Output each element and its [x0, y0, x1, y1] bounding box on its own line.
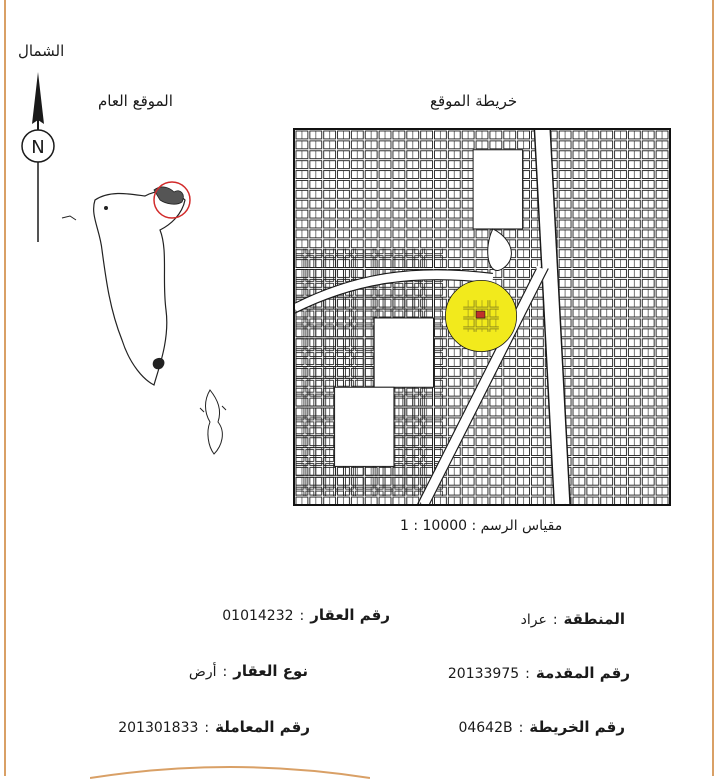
north-letter: N	[31, 137, 45, 158]
application-number-value: 20133975	[447, 666, 520, 682]
application-number-label: رقم المقدمة	[535, 664, 630, 682]
scale-indicator	[400, 518, 562, 534]
area-label: المنطقة	[563, 610, 625, 628]
transaction-number-field: رقم المعاملة:201301833	[118, 718, 310, 736]
transaction-number-label: رقم المعاملة	[215, 718, 310, 736]
site-map	[293, 128, 671, 506]
area-value: عراد	[520, 612, 547, 628]
map-number-field: رقم الخريطة:04642B	[458, 718, 625, 736]
map-number-label: رقم الخريطة	[529, 718, 625, 736]
scale-value: 1 : 10000	[400, 518, 468, 534]
area-field: المنطقة:عراد	[520, 610, 625, 628]
transaction-number-value: 201301833	[118, 720, 199, 736]
application-number-field: رقم المقدمة:20133975	[447, 664, 630, 682]
scale-label: مقياس الرسم :	[471, 518, 563, 534]
decorative-border-curve	[90, 762, 370, 780]
site-map-title: خريطة الموقع	[430, 92, 518, 110]
overview-map-title: الموقع العام	[98, 92, 173, 110]
property-type-field: نوع العقار:أرض	[188, 662, 308, 680]
property-type-label: نوع العقار	[233, 662, 308, 680]
overview-map	[50, 170, 250, 470]
north-label: الشمال	[18, 42, 65, 60]
parcel-number-field: رقم العقار:01014232	[222, 606, 390, 624]
parcel-marker	[476, 311, 485, 318]
property-type-value: أرض	[188, 664, 217, 680]
map-number-value: 04642B	[458, 720, 513, 736]
parcel-number-label: رقم العقار	[310, 606, 390, 624]
parcel-number-value: 01014232	[222, 608, 294, 624]
